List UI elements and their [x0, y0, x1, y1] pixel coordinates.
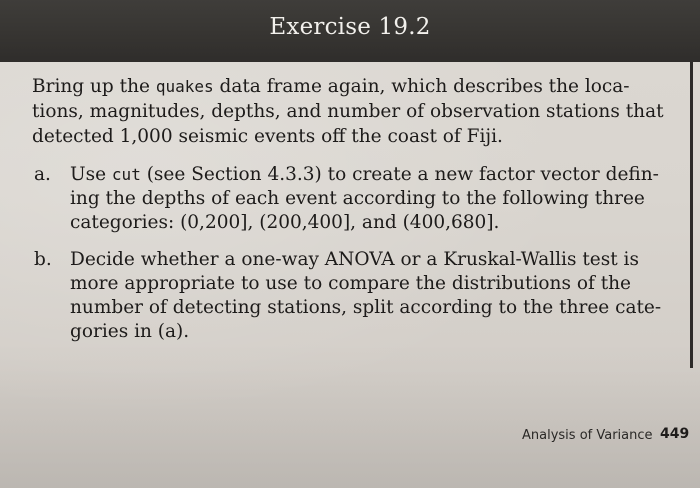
- exercise-title: Exercise 19.2: [269, 14, 431, 40]
- part-b-text: [70, 248, 670, 344]
- part-a-line-1: [70, 163, 670, 187]
- intro-line-1-end: data frame again, which describes the loca-: [213, 76, 630, 97]
- part-b-marker: b.: [34, 249, 52, 270]
- code-cut: cut: [111, 165, 141, 184]
- part-b-line-3: number of detecting stations, split according to the three cate-: [70, 297, 662, 318]
- part-a-line-2: ing the depths of each event according to the following three: [70, 188, 645, 209]
- part-a-marker: a.: [34, 164, 51, 185]
- part-a-line-1-end: (see Section 4.3.3) to create a new factor vector defin-: [140, 164, 659, 185]
- code-quakes: quakes: [155, 77, 214, 96]
- part-a-line-3: categories: (0,200], (200,400], and (400,680].: [70, 212, 500, 233]
- exercise-intro: [32, 74, 672, 149]
- margin-rule: [690, 62, 693, 368]
- intro-line-1: [32, 74, 672, 99]
- intro-line-2: tions, magnitudes, depths, and number of observation stations that: [32, 101, 664, 122]
- running-footer-section: Analysis of Variance: [522, 428, 653, 443]
- intro-line-3: detected 1,000 seismic events off the coast of Fiji.: [32, 126, 503, 147]
- part-a-text: [70, 163, 670, 235]
- part-b-line-4: gories in (a).: [70, 321, 190, 342]
- exercise-header: [0, 0, 700, 62]
- intro-line-1-start: Bring up the: [32, 76, 156, 97]
- part-a-line-1-start: Use: [70, 164, 112, 185]
- part-b-line-2: more appropriate to use to compare the distributions of the: [70, 273, 631, 294]
- page-number: 449: [660, 426, 690, 442]
- part-b-line-1: Decide whether a one-way ANOVA or a Kruskal-Wallis test is: [70, 249, 639, 270]
